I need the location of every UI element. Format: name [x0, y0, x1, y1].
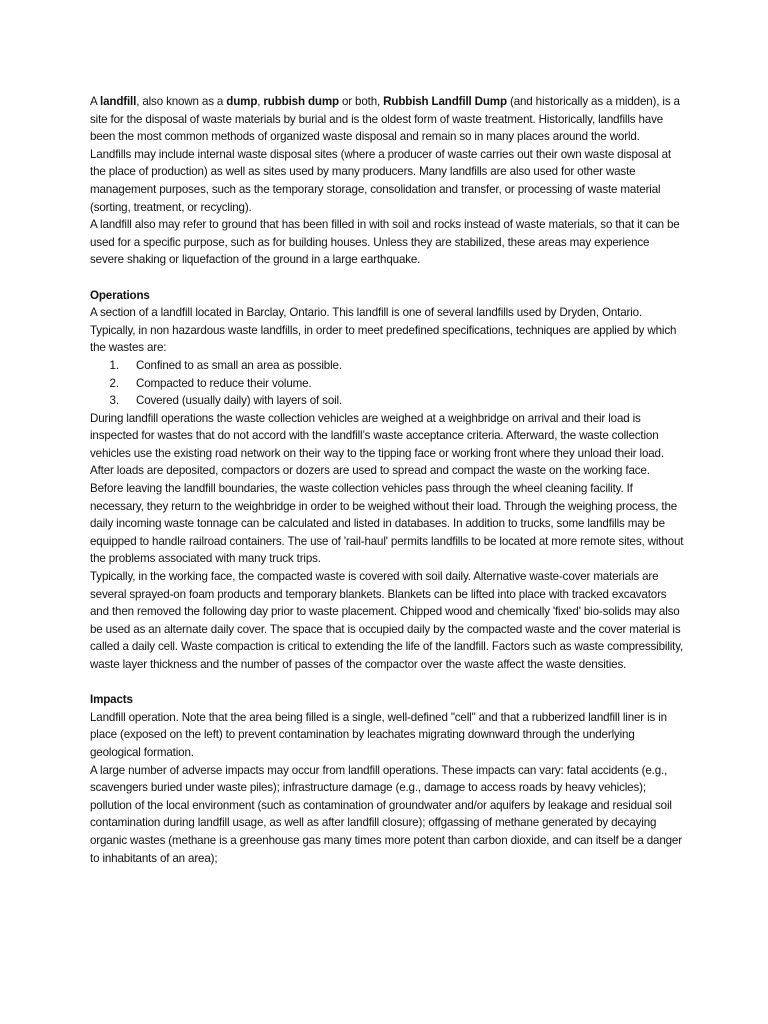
intro-paragraph-1: [90, 93, 684, 146]
term-landfill: landfill: [100, 95, 137, 108]
term-rubbish-landfill-dump: Rubbish Landfill Dump: [383, 95, 507, 108]
term-dump: dump: [226, 95, 258, 108]
intro-text: (and historically as a midden), is a site for the disposal of waste materials by burial and is the oldest form of waste treatment. Historically, landfills have been the most common methods of organized waste disposal and remain so in many places around the world.: [90, 95, 680, 144]
impacts-paragraph-2: A large number of adverse impacts may occur from landfill operations. These impacts can vary: fatal accidents (e.g., scavengers buried under waste piles); infrastructure damage (e.g., damage to access roads by heavy vehicles); pollution of the local environment (such as contamination of groundwater and/or aquifers by leakage and residual soil contamination during landfill usage, as well as after landfill closure); offgassing of methane generated by decaying organic wastes (methane is a greenhouse gas many times more potent than carbon dioxide, and can itself be a danger to inhabitants of an area);: [90, 763, 682, 865]
operations-paragraph-4: Typically, in the working face, the compacted waste is covered with soil daily. Alternative waste-cover materials are several sprayed-on foam products and temporary blankets. Blankets can be lifted into place with tracked excavators and then removed the following day prior to waste placement. Chipped wood and chemically 'fixed' bio-solids may also be used as an alternate daily cover. The space that is occupied daily by the compacted waste and the cover material is called a daily cell. Waste compaction is critical to extending the life of the landfill. Factors such as waste compressibility, waste layer thickness and the number of passes of the compactor over the waste affect the waste densities.: [90, 570, 684, 671]
term-rubbish-dump: rubbish dump: [263, 95, 339, 108]
section-gap: [90, 269, 684, 287]
impacts-paragraph-1: Landfill operation. Note that the area being filled is a single, well-defined "cell" and that a rubberized landfill liner is in place (exposed on the left) to prevent contamination by leachates migrating downward through the underlying geological formation.: [90, 710, 667, 759]
intro-text: ,: [257, 95, 264, 108]
intro-text: , also known as a: [136, 95, 227, 108]
list-item: 3. Covered (usually daily) with layers of soil.: [122, 392, 684, 410]
operations-paragraph-2: Typically, in non hazardous waste landfills, in order to meet predefined specifications, techniques are applied by which the wastes are:: [90, 323, 677, 355]
operations-heading: Operations: [90, 288, 150, 302]
intro-paragraph-3: A landfill also may refer to ground that has been filled in with soil and rocks instead of waste materials, so that it can be used for a specific purpose, such as for building houses. Unless they are stabilized, these areas may experience severe shaking or liquefaction of the ground in a large earthquake.: [90, 218, 680, 267]
operations-steps-list: [90, 357, 684, 410]
intro-text: A: [90, 95, 101, 108]
section-gap: [90, 674, 684, 692]
intro-text: or both,: [338, 95, 384, 108]
document-page: [90, 93, 684, 867]
operations-paragraph-3: During landfill operations the waste collection vehicles are weighed at a weighbridge on arrival and their load is inspected for wastes that do not accord with the landfill’s waste acceptance criteria. Afterward, the waste collection vehicles use the existing road network on their way to the tipping face or working front where they unload their load. After loads are deposited, compactors or dozers are used to spread and compact the waste on the working face. Before leaving the landfill boundaries, the waste collection vehicles pass through the wheel cleaning facility. If necessary, they return to the weighbridge in order to be weighed without their load. Through the weighing process, the daily incoming waste tonnage can be calculated and listed in databases. In addition to trucks, some landfills may be equipped to handle railroad containers. The use of 'rail-haul' permits landfills to be located at more remote sites, without the problems associated with many truck trips.: [90, 411, 684, 566]
impacts-heading: Impacts: [90, 693, 133, 707]
list-item: 2. Compacted to reduce their volume.: [122, 375, 684, 393]
intro-paragraph-2: Landfills may include internal waste disposal sites (where a producer of waste carries out their own waste disposal at the place of production) as well as sites used by many producers. Many landfills are also used for other waste management purposes, such as the temporary storage, consolidation and transfer, or processing of waste material (sorting, treatment, or recycling).: [90, 147, 671, 214]
operations-paragraph-1: A section of a landfill located in Barclay, Ontario. This landfill is one of several landfills used by Dryden, Ontario.: [90, 306, 643, 320]
list-item: 1. Confined to as small an area as possible.: [122, 357, 684, 375]
